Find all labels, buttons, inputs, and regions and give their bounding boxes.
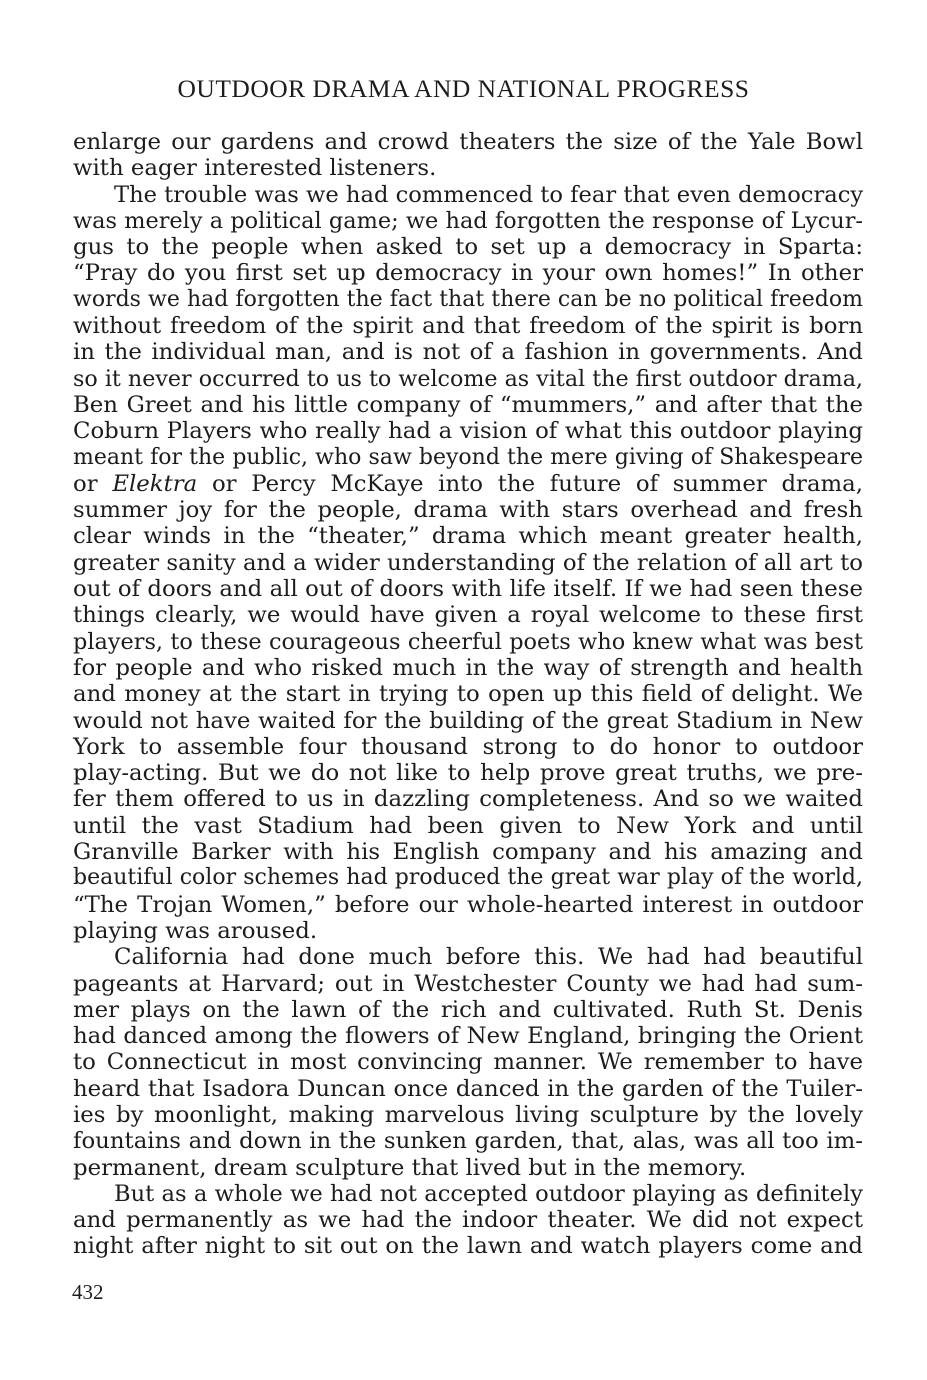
text-line: things clearly, we would have given a royal welcome to these first [73, 602, 863, 629]
text-line: The trouble was we had commenced to fear that even democracy [114, 181, 864, 208]
text-line: without freedom of the spirit and that freedom of the spirit is born [73, 313, 863, 340]
text-line: to Connecticut in most convincing manner. We remember to have [73, 1049, 863, 1076]
text-line: Ben Greet and his little company of “mummers,” and after that the [73, 391, 863, 418]
text-line: so it never occurred to us to welcome as vital the first outdoor drama, [73, 365, 863, 392]
text-line: play-acting. But we do not like to help prove great truths, we pre- [73, 760, 863, 787]
text-line: out of doors and all out of doors with life itself. If we had seen these [73, 576, 863, 603]
text-line: meant for the public, who saw beyond the mere giving of Shakespeare [73, 444, 863, 470]
text-line: with eager interested listeners. [73, 155, 437, 182]
text-line: until the vast Stadium had been given to New York and until [73, 812, 863, 839]
text-line: Granville Barker with his English company and his amazing and [73, 839, 863, 866]
text-line: enlarge our gardens and crowd theaters the size of the Yale Bowl [73, 129, 863, 155]
text-line: would not have waited for the building of the great Stadium in New [73, 707, 863, 734]
text-line: “Pray do you first set up democracy in your own homes!” In other [73, 260, 863, 287]
text-line: summer joy for the people, drama with stars overhead and fresh [73, 497, 863, 524]
text-line: and permanently as we had the indoor theater. We did not expect [73, 1207, 863, 1234]
text-line: players, to these courageous cheerful poets who knew what was best [73, 628, 863, 655]
text-line: pageants at Harvard; out in Westchester County we had had sum- [73, 970, 863, 997]
text-line: fountains and down in the sunken garden, that, alas, was all too im- [73, 1128, 863, 1155]
text-line: gus to the people when asked to set up a democracy in Sparta: [73, 234, 863, 261]
text-line: ies by moonlight, making marvelous living sculpture by the lovely [73, 1101, 863, 1128]
running-head: OUTDOOR DRAMA AND NATIONAL PROGRESS [177, 74, 750, 103]
text-line: Coburn Players who really had a vision of what this outdoor playing [73, 418, 863, 445]
page-number: 432 [72, 1280, 104, 1304]
text-line: But as a whole we had not accepted outdoor playing as definitely [114, 1180, 863, 1207]
text-line: heard that Isadora Duncan once danced in the garden of the Tuiler- [73, 1075, 863, 1102]
text-line: for people and who risked much in the way of strength and health [73, 654, 863, 681]
text-line: in the individual man, and is not of a fashion in governments. And [73, 339, 863, 366]
text-line: clear winds in the “theater,” drama which meant greater health, [73, 523, 863, 550]
text-line: night after night to sit out on the lawn and watch players come and [73, 1233, 863, 1260]
text-line: mer plays on the lawn of the rich and cultivated. Ruth St. Denis [73, 996, 863, 1023]
text-line: “The Trojan Women,” before our whole-hearted interest in outdoor [73, 891, 863, 918]
text-line: greater sanity and a wider understanding of the relation of all art to [73, 549, 863, 576]
italic-title: Elektra [112, 470, 198, 497]
text-line: was merely a political game; we had forgotten the response of Lycur- [73, 207, 863, 234]
text-line: playing was aroused. [73, 917, 318, 944]
text-line: fer them offered to us in dazzling completeness. And so we waited [73, 786, 863, 813]
text-line: beautiful color schemes had produced the great war play of the world, [73, 865, 863, 891]
text-line: words we had forgotten the fact that there can be no political freedom [73, 286, 863, 312]
text-line: York to assemble four thousand strong to do honor to outdoor [73, 733, 863, 760]
body-text [73, 129, 863, 1260]
text-line: or Elektra or Percy McKaye into the future of summer drama, [73, 470, 863, 497]
text-line: had danced among the flowers of New England, bringing the Orient [73, 1023, 863, 1050]
text-line: and money at the start in trying to open up this field of delight. We [73, 681, 863, 708]
text-line: California had done much before this. We had had beautiful [114, 944, 863, 971]
text-line: permanent, dream sculpture that lived but in the memory. [73, 1154, 747, 1181]
